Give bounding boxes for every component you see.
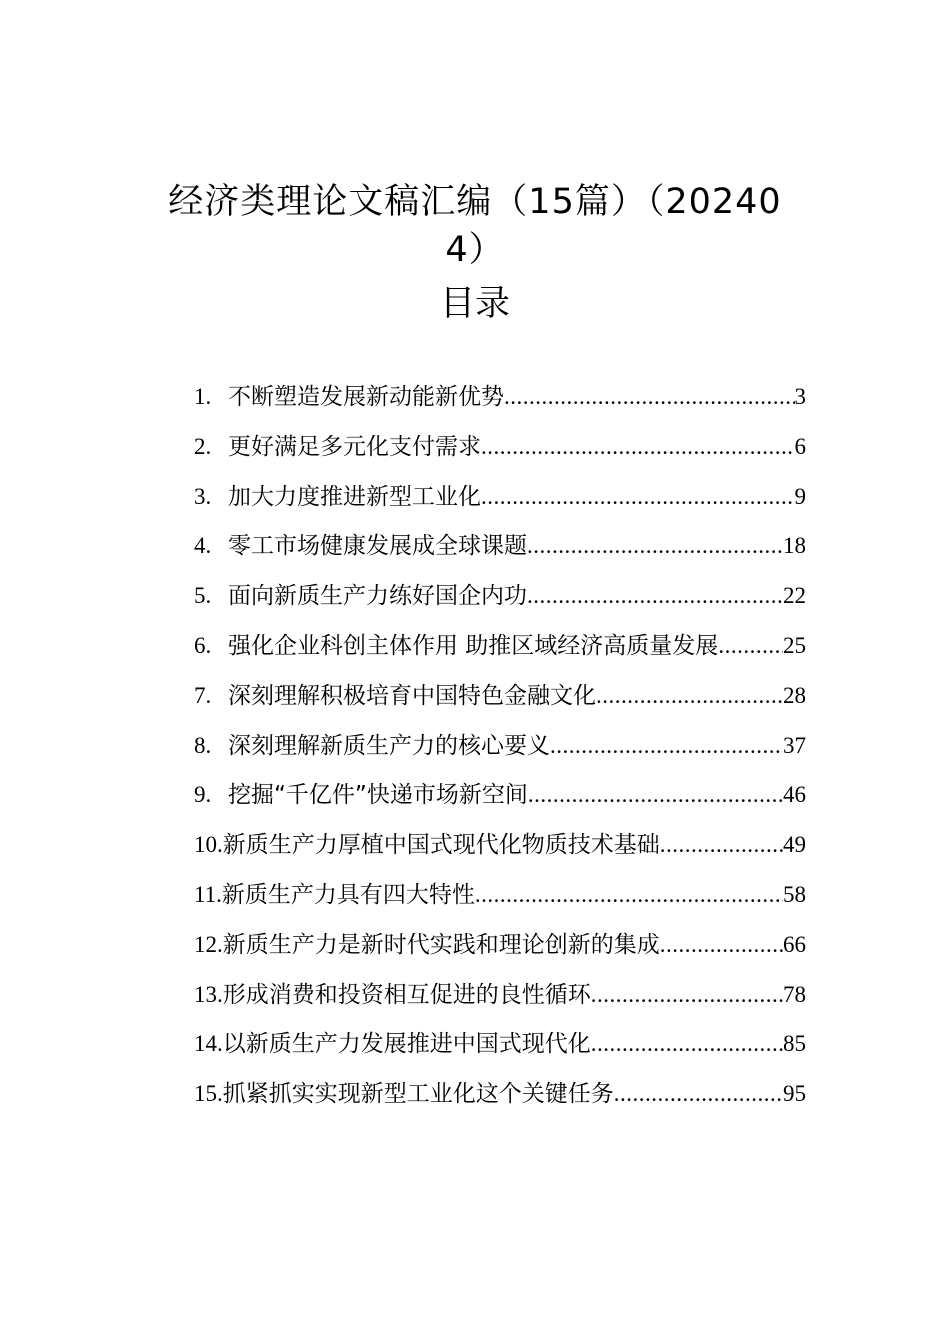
toc-entry[interactable] (194, 776, 806, 826)
toc-entry-title: 更好满足多元化支付需求 (228, 433, 481, 460)
toc-entry-title: 以新质生产力发展推进中国式现代化 (222, 1031, 591, 1058)
toc-entry-page-number: 9 (794, 483, 806, 509)
toc-entry-title: 不断塑造发展新动能新优势 (228, 384, 504, 410)
toc-entry-number: 1. (194, 384, 212, 409)
toc-entry-number: 2. (194, 433, 212, 459)
toc-entry[interactable] (194, 428, 806, 478)
toc-entry[interactable] (194, 727, 806, 777)
document-title (0, 178, 950, 274)
toc-entry-page-number: 46 (783, 782, 806, 808)
toc-heading: 目录 (439, 284, 510, 324)
toc-entry-page-number: 78 (783, 981, 806, 1007)
toc-entry[interactable] (194, 478, 806, 528)
toc-entry-number: 6. (194, 632, 212, 658)
toc-entry-title: 形成消费和投资相互促进的良性循环 (222, 981, 591, 1008)
toc-entry-title: 新质生产力厚植中国式现代化物质技术基础 (222, 832, 660, 859)
document-title-line-2: 4） (445, 230, 505, 270)
toc-entry-title: 新质生产力具有四大特性 (221, 881, 475, 908)
toc-entry-title: 深刻理解新质生产力的核心要义 (228, 732, 550, 759)
toc-entry-leader-dots (596, 683, 783, 709)
toc-entry-title: 新质生产力是新时代实践和理论创新的集成 (222, 931, 660, 958)
toc-entry-leader-dots (481, 484, 795, 510)
toc-entry-number: 5. (194, 583, 212, 609)
toc-entry-title: 加大力度推进新型工业化 (228, 483, 481, 510)
toc-entry-page-number: 37 (783, 732, 806, 758)
toc-entry-title: 零工市场健康发展成全球课题 (228, 533, 527, 560)
toc-entry-page-number: 95 (783, 1081, 806, 1107)
toc-entry-leader-dots (528, 782, 783, 808)
toc-entry-leader-dots (527, 583, 783, 609)
toc-entry-number: 4. (194, 533, 212, 559)
toc-entry-leader-dots (660, 932, 783, 958)
toc-entry-page-number: 85 (783, 1031, 806, 1057)
toc-entry-number: 8. (194, 732, 212, 758)
toc-entry-leader-dots (550, 733, 783, 759)
toc-entry-page-number: 49 (783, 832, 806, 858)
toc-entry-page-number: 22 (783, 583, 806, 609)
toc-entry-title: 面向新质生产力练好国企内功 (228, 583, 527, 610)
toc-entry-number: 12. (194, 931, 223, 957)
toc-entry-page-number: 6 (794, 433, 806, 459)
toc-entry-leader-dots (718, 633, 783, 659)
toc-entry[interactable] (194, 627, 806, 677)
toc-entry[interactable] (194, 527, 806, 577)
toc-entry-title: 强化企业科创主体作用 助推区域经济高质量发展 (228, 632, 719, 659)
toc-entry-leader-dots (481, 434, 795, 460)
toc-entry[interactable] (194, 876, 806, 926)
toc-entry[interactable] (194, 577, 806, 627)
toc-entry-number: 14. (194, 1031, 223, 1057)
toc-entry-title: 挖掘“千亿件”快递市场新空间 (228, 782, 528, 809)
toc-entry-title: 抓紧抓实实现新型工业化这个关键任务 (222, 1081, 614, 1108)
toc-entry-number: 10. (194, 832, 223, 858)
toc-entry-page-number: 18 (783, 533, 806, 559)
toc-entry[interactable] (194, 826, 806, 876)
toc-entry-page-number: 28 (783, 682, 806, 708)
toc-entry-page-number: 25 (783, 632, 806, 658)
toc-entry[interactable] (194, 1075, 806, 1125)
toc-entry-leader-dots (475, 882, 783, 908)
toc-entry[interactable] (194, 677, 806, 727)
toc-entry-leader-dots (591, 982, 783, 1008)
toc-entry-title: 深刻理解积极培育中国特色金融文化 (228, 682, 596, 709)
toc-entry-leader-dots (591, 1031, 783, 1057)
table-of-contents (194, 378, 806, 1125)
toc-entry[interactable] (194, 378, 806, 428)
toc-entry-page-number: 58 (783, 881, 806, 907)
toc-entry-leader-dots (504, 384, 795, 410)
toc-entry-page-number: 66 (783, 931, 806, 957)
toc-entry-number: 15. (194, 1081, 223, 1107)
toc-entry-number: 11. (194, 881, 222, 907)
toc-entry-leader-dots (527, 533, 783, 559)
toc-entry-leader-dots (614, 1081, 783, 1107)
toc-entry[interactable] (194, 926, 806, 976)
toc-entry-page-number: 3 (794, 384, 806, 409)
toc-entry[interactable] (194, 976, 806, 1026)
toc-entry-number: 3. (194, 483, 212, 509)
toc-entry-number: 13. (194, 981, 223, 1007)
toc-entry-leader-dots (660, 832, 783, 858)
document-title-line-1: 经济类理论文稿汇编（15篇）（20240 (168, 182, 782, 222)
toc-entry-number: 9. (194, 782, 212, 808)
toc-entry-number: 7. (194, 682, 212, 708)
toc-entry[interactable] (194, 1025, 806, 1075)
